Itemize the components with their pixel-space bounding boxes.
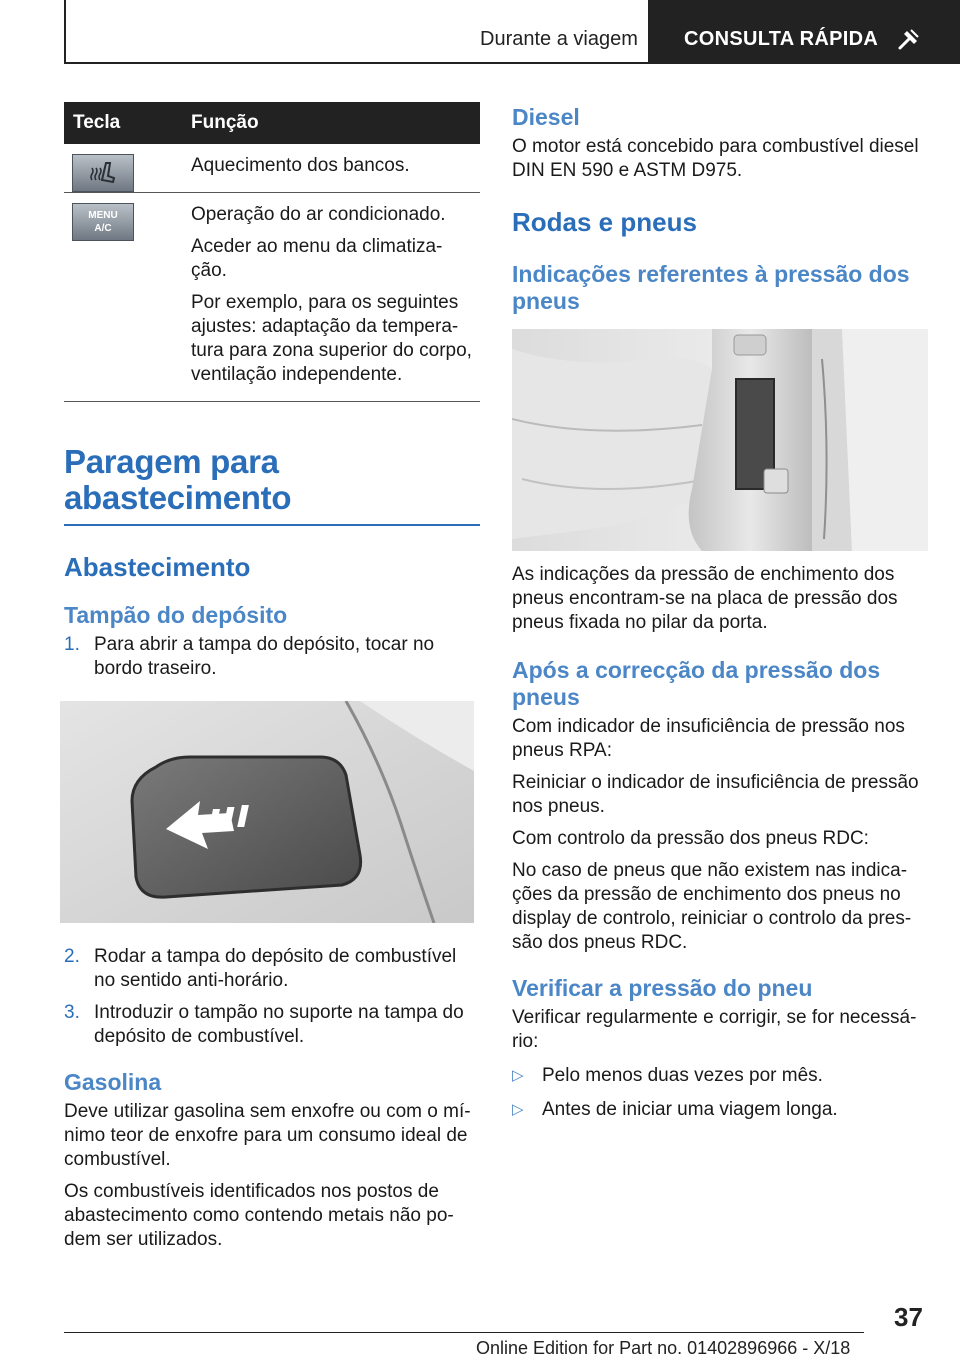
paragraph: Reiniciar o indicador de insuficiência de pressão nos pneus.: [512, 772, 919, 817]
paragraph: As indicações da pressão de enchimento dos pneus encontram-se na placa de pressão dos pneus fixada no pilar da porta.: [512, 564, 898, 633]
footer-edition: Online Edition for Part no. 01402896966 - X/18: [476, 1338, 851, 1358]
list-item: [512, 1098, 928, 1122]
menu-label: MENU: [88, 210, 118, 221]
paragraph: No caso de pneus que não existem nas indica‐ ções da pressão de enchimento dos pneus no display de controlo, reiniciar o controlo da pres‐ são dos pneus RDC.: [512, 860, 912, 953]
function-text: Operação do ar condicionado.: [191, 204, 446, 225]
section-title-refuelling: Paragem para abastecimento: [64, 444, 480, 526]
function-text: Por exemplo, para os seguintes ajustes: adaptação da tempera‐ tura para zona superior do corpo, ventilação independente.: [191, 292, 472, 385]
heading-check-tyre-pressure: Verificar a pressão do pneu: [512, 975, 813, 1001]
fuel-flap-illustration: [60, 701, 474, 923]
function-text: Aceder ao menu da climatiza‐ ção.: [191, 236, 443, 281]
paragraph: Os combustíveis identificados nos postos de abastecimento como contendo metais não po‐ dem ser utilizados.: [64, 1181, 454, 1250]
step-text: Para abrir a tampa do depósito, tocar no bordo traseiro.: [94, 634, 435, 679]
paragraph: Com controlo da pressão dos pneus RDC:: [512, 828, 869, 849]
table-header-function: Função: [191, 102, 480, 144]
step-text: Rodar a tampa do depósito de combustível no sentido anti-horário.: [94, 946, 457, 991]
table-header-key: Tecla: [64, 102, 191, 144]
step-text: Introduzir o tampão no suporte na tampa do depósito de combustível.: [94, 1002, 464, 1047]
heading-petrol: Gasolina: [64, 1069, 162, 1095]
paragraph: O motor está concebido para combustível diesel DIN EN 590 e ASTM D975.: [512, 136, 919, 181]
menu-ac-button: [72, 203, 134, 241]
function-text: Aquecimento dos bancos.: [191, 155, 410, 176]
quick-reference-icon: [896, 26, 922, 52]
door-pillar-illustration: [512, 329, 928, 551]
heading-wheels-tyres: Rodas e pneus: [512, 207, 697, 237]
heading-diesel: Diesel: [512, 104, 580, 130]
right-column: [512, 100, 928, 1122]
paragraph: Deve utilizar gasolina sem enxofre ou com o mí‐ nimo teor de enxofre para um consumo ideal de combustível.: [64, 1101, 471, 1170]
heading-refuelling: Abastecimento: [64, 552, 251, 582]
header-quick-label: CONSULTA RÁPIDA: [684, 28, 879, 50]
paragraph: Com indicador de insuficiência de pressão nos pneus RPA:: [512, 716, 905, 761]
list-item: [64, 633, 480, 681]
header-rule: [64, 62, 650, 64]
list-item: [512, 1064, 928, 1088]
ac-label: A/C: [94, 223, 112, 234]
heading-tyre-pressure-info: Indicações referentes à pressão dos pneus: [512, 261, 910, 314]
triangle-bullet-icon: ▷: [512, 1067, 524, 1084]
bullet-text: Pelo menos duas vezes por mês.: [542, 1065, 823, 1086]
left-column: [64, 102, 480, 1260]
step-number: 2.: [64, 946, 80, 967]
triangle-bullet-icon: ▷: [512, 1101, 524, 1118]
key-function-table: [64, 102, 480, 402]
step-number: 1.: [64, 634, 80, 655]
table-row: [64, 193, 480, 402]
seat-heating-icon: [72, 154, 134, 192]
header-section-title: Durante a viagem: [480, 28, 638, 50]
heading-fuel-cap: Tampão do depósito: [64, 602, 288, 628]
bullet-text: Antes de iniciar uma viagem longa.: [542, 1099, 838, 1120]
table-row: [64, 144, 480, 193]
heading-after-correction: Após a correcção da pressão dos pneus: [512, 657, 881, 710]
list-item: [64, 1001, 480, 1049]
list-item: [64, 945, 480, 993]
step-number: 3.: [64, 1002, 80, 1023]
paragraph: Verificar regularmente e corrigir, se for necessá‐ rio:: [512, 1007, 917, 1052]
footer-rule: [64, 1332, 864, 1333]
page-number: 37: [894, 1302, 923, 1332]
